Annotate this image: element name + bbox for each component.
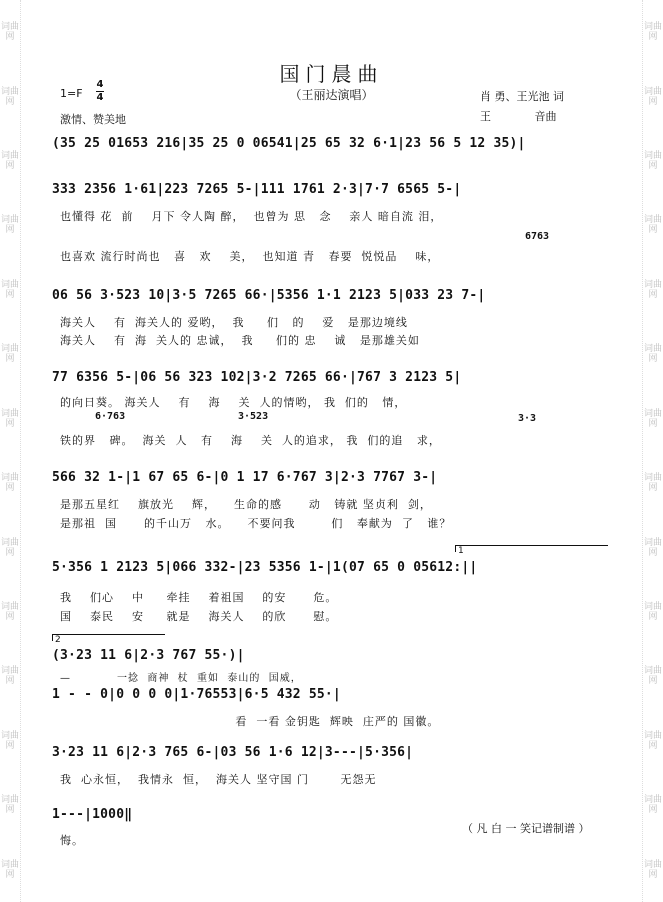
expression-mark: 激情、赞美地 [60, 113, 126, 126]
watermark-text: 词曲网 [643, 344, 662, 365]
lyric-line: 也懂得 花 前 月下 令人陶 醉， 也曾为 思 念 亲人 暗自流 泪， [60, 210, 443, 223]
lyric-line: 海关人 有 海关人的 爱哟， 我 们 的 爱 是那边境线 [60, 316, 408, 329]
lyric-line: 也喜欢 流行时尚也 喜 欢 美， 也知道 青 春要 悦悦品 味， [60, 250, 440, 263]
score-line-6: 5·356 1 2123 5|066 332-|23 5356 1-|1(07 65 0 05612:|| [52, 560, 478, 575]
grace-notes: 3·3 [518, 413, 537, 424]
lyric-line: 是那祖 国 的千山万 水。 不要问我 们 奉献为 了 谁？ [60, 517, 452, 530]
score-line-1: (35 25 01653 216|35 25 0 06541|25 65 32 6·1|23 56 5 12 35)| [52, 136, 526, 151]
watermark-text: 词曲网 [643, 151, 662, 172]
watermark-left [0, 0, 21, 902]
watermark-text: 词曲网 [643, 86, 662, 107]
watermark-text: 词曲网 [0, 730, 19, 751]
meter-bottom: 4 [96, 92, 104, 103]
lyric-line: 我 心永恒， 我情永 恒， 海关人 坚守国 门 无怨无 [60, 773, 377, 786]
watermark-text: 词曲网 [643, 215, 662, 236]
lyric-line: — 一捻 商神 杖 重如 泰山的 国威， [60, 673, 302, 684]
watermark-text: 词曲网 [0, 666, 19, 687]
watermark-text: 词曲网 [0, 215, 19, 236]
watermark-text: 词曲网 [0, 22, 19, 43]
score-line-8: 1 - - 0|0 0 0 0|1·76553|6·5 432 55·| [52, 687, 341, 702]
watermark-text: 词曲网 [0, 279, 19, 300]
song-title: 国门晨曲 [279, 62, 384, 86]
score-line-3: 06 56 3·523 10|3·5 7265 66·|5356 1·1 2123 5|033 23 7-| [52, 288, 486, 303]
watermark-text: 词曲网 [643, 408, 662, 429]
watermark-text: 词曲网 [0, 151, 19, 172]
watermark-text: 词曲网 [643, 537, 662, 558]
watermark-text: 词曲网 [643, 859, 662, 880]
watermark-text: 词曲网 [643, 22, 662, 43]
watermark-text: 词曲网 [0, 86, 19, 107]
watermark-right [642, 0, 663, 902]
grace-notes: 6·763 [95, 411, 126, 422]
volta-2: 2 [52, 634, 165, 641]
transcription-credit: （ 凡 白 一 笑记谱制谱 ） [462, 822, 590, 835]
watermark-text: 词曲网 [0, 602, 19, 622]
time-signature [96, 80, 104, 103]
lyric-line: 是那五星红 旗放光 辉， 生命的感 动 铸就 坚贞利 剑， [60, 498, 432, 511]
watermark-text: 词曲网 [643, 279, 662, 300]
song-subtitle: （王丽达演唱） [289, 88, 374, 102]
lyric-line: 看 一看 金钥匙 辉映 庄严的 国徽。 [60, 715, 440, 728]
score-line-10: 1---|1000‖ [52, 807, 133, 822]
watermark-text: 词曲网 [0, 859, 19, 880]
watermark-text: 词曲网 [643, 666, 662, 687]
watermark-text: 词曲网 [643, 730, 662, 751]
watermark-text: 词曲网 [0, 795, 19, 816]
watermark-text: 词曲网 [0, 473, 19, 494]
meter-top: 4 [96, 79, 104, 90]
watermark-text: 词曲网 [643, 602, 662, 622]
score-line-9: 3·23 11 6|2·3 765 6-|03 56 1·6 12|3---|5·356| [52, 745, 414, 760]
grace-notes: 6763 [525, 231, 550, 242]
lyric-line: 悔。 [60, 834, 84, 847]
lyric-line: 铁的界 碑。 海关 人 有 海 关 人的追求， 我 们的追 求， [60, 434, 441, 447]
lyric-line: 海关人 有 海 关人的 忠诚， 我 们的 忠 诚 是那雄关如 [60, 334, 420, 347]
watermark-text: 词曲网 [0, 537, 19, 558]
watermark-text: 词曲网 [643, 795, 662, 816]
lyricist-credit: 肖 勇、王光池 词 [480, 90, 564, 103]
lyric-line: 我 们心 中 牵挂 着祖国 的安 危。 [60, 591, 338, 604]
volta-1: 1 [455, 545, 608, 552]
score-line-2: 333 2356 1·61|223 7265 5-|111 1761 2·3|7·7 6565 5-| [52, 182, 462, 197]
composer-credit: 王 音曲 [480, 110, 557, 123]
watermark-text: 词曲网 [643, 473, 662, 494]
watermark-text: 词曲网 [0, 408, 19, 429]
lyric-line: 的向日葵。 海关人 有 海 关 人的情哟， 我 们的 情， [60, 396, 407, 409]
grace-notes: 3·523 [238, 411, 269, 422]
key-signature: 1=F [60, 87, 83, 100]
lyric-line: 国 泰民 安 就是 海关人 的欣 慰。 [60, 610, 338, 623]
score-line-4: 77 6356 5-|06 56 323 102|3·2 7265 66·|767 3 2123 5| [52, 370, 462, 385]
score-line-7: (3·23 11 6|2·3 767 55·)| [52, 648, 245, 663]
score-line-5: 566 32 1-|1 67 65 6-|0 1 17 6·767 3|2·3 7767 3-| [52, 470, 438, 485]
watermark-text: 词曲网 [0, 344, 19, 365]
